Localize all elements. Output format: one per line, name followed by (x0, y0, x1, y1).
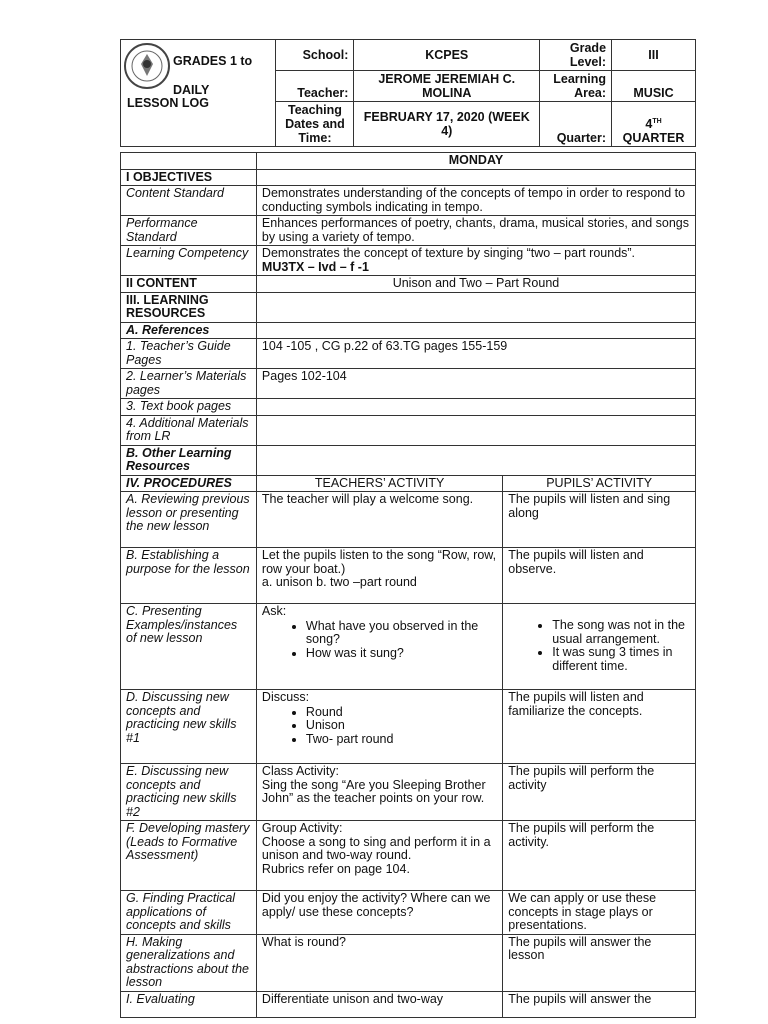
procedure-d-teacher-list (262, 706, 497, 747)
resources-title: III. LEARNING RESOURCES (121, 292, 257, 322)
procedure-f-teacher (256, 821, 502, 891)
procedure-a-teacher: The teacher will play a welcome song. (256, 492, 502, 548)
quarter-suffix: TH (652, 117, 662, 125)
procedure-f-label: F. Developing mastery (Leads to Formative Assessment) (121, 821, 257, 891)
procedure-f-teacher-rubrics: Rubrics refer on page 104. (261, 861, 410, 876)
doc-title-line2: DAILY (173, 83, 210, 97)
blank-cell (256, 322, 695, 339)
procedure-e-teacher-text: Sing the song “Are you Sleeping Brother John” as the teacher points on your row. (261, 777, 486, 805)
performance-standard-label: Performance Standard (121, 216, 257, 246)
procedure-f-pupils: The pupils will perform the activity. (503, 821, 696, 891)
procedure-c-label: C. Presenting Examples/instances of new lesson (121, 604, 257, 690)
additional-materials-label: 4. Additional Materials from LR (121, 415, 257, 445)
blank-cell (256, 169, 695, 186)
procedure-i-pupils: The pupils will answer the (503, 991, 696, 1017)
procedure-d-teacher (256, 690, 502, 764)
grade-level-value: III (612, 40, 696, 71)
dates-value: FEBRUARY 17, 2020 (WEEK 4) (354, 102, 540, 147)
blank-cell (256, 399, 695, 416)
competency-code: MU3TX – Ivd – f -1 (261, 259, 369, 274)
teacher-label: Teacher: (276, 71, 354, 102)
quarter-word: QUARTER (622, 131, 685, 145)
procedure-f-teacher-text: Choose a song to sing and perform it in a unison and two-way round. (261, 834, 491, 862)
teachers-guide-value: 104 -105 , CG p.22 of 63.TG pages 155-159 (256, 339, 695, 369)
procedures-title: IV. PROCEDURES (121, 475, 257, 492)
procedure-d-teacher-intro: Discuss: (261, 690, 310, 704)
pupils-activity-header: PUPILS’ ACTIVITY (503, 475, 696, 492)
learners-materials-value: Pages 102-104 (256, 369, 695, 399)
procedure-a-pupils: The pupils will listen and sing along (503, 492, 696, 548)
procedure-h-pupils: The pupils will answer the lesson (503, 934, 696, 991)
list-item: • Round (306, 706, 497, 720)
procedure-h-teacher: What is round? (256, 934, 502, 991)
content-standard-value: Demonstrates understanding of the concepts of tempo in order to respond to conducting symbols indicating in tempo. (256, 186, 695, 216)
competency-text: Demonstrates the concept of texture by singing “two – part rounds”. (261, 246, 636, 260)
content-standard-label: Content Standard (121, 186, 257, 216)
performance-standard-value: Enhances performances of poetry, chants, drama, musical stories, and songs by using a variety of tempo. (256, 216, 695, 246)
list-item: • Two- part round (306, 733, 497, 747)
list-item: • What have you observed in the song? (306, 620, 497, 647)
procedure-d-pupils: The pupils will listen and familiarize the concepts. (503, 690, 696, 764)
procedure-c-teacher-list (262, 620, 497, 661)
procedure-g-teacher: Did you enjoy the activity? Where can we apply/ use these concepts? (256, 891, 502, 935)
procedure-e-teacher-title: Class Activity: (261, 764, 340, 778)
blank-cell (256, 415, 695, 445)
content-value: Unison and Two – Part Round (256, 276, 695, 293)
procedure-e-pupils: The pupils will perform the activity (503, 764, 696, 821)
competency-label: Learning Competency (121, 246, 257, 276)
header-table (120, 39, 696, 147)
list-item: • It was sung 3 times in different time. (552, 646, 690, 673)
day-header: MONDAY (256, 153, 695, 170)
learning-area-value: MUSIC (612, 71, 696, 102)
dates-label: Teaching Dates and Time: (276, 102, 354, 147)
learning-area-label: Learning Area: (540, 71, 612, 102)
doc-title-cell (121, 40, 276, 147)
doc-title-line3: LESSON LOG (127, 96, 209, 110)
references-label: A. References (121, 322, 257, 339)
quarter-number: 4 (645, 117, 653, 131)
blank-cell (121, 153, 257, 170)
doc-title-line1: GRADES 1 to (173, 54, 253, 68)
procedure-b-teacher-text: Let the pupils listen to the song “Row, row, row your boat.) (261, 548, 497, 576)
procedure-c-pupils (503, 604, 696, 690)
content-title: II CONTENT (121, 276, 257, 293)
procedure-g-label: G. Finding Practical applications of concepts and skills (121, 891, 257, 935)
other-resources-label: B. Other Learning Resources (121, 445, 257, 475)
list-item: • The song was not in the usual arrangement. (552, 619, 690, 646)
procedure-c-teacher (256, 604, 502, 690)
teacher-value: JEROME JEREMIAH C. MOLINA (354, 71, 540, 102)
procedure-i-teacher: Differentiate unison and two-way (256, 991, 502, 1017)
blank-cell (256, 292, 695, 322)
procedure-b-teacher (256, 548, 502, 604)
procedure-b-pupils: The pupils will listen and observe. (503, 548, 696, 604)
quarter-value (612, 102, 696, 147)
objectives-title: I OBJECTIVES (121, 169, 257, 186)
list-item: • How was it sung? (306, 647, 497, 661)
school-label: School: (276, 40, 354, 71)
lesson-log-table (120, 152, 696, 1018)
procedure-c-pupils-list (508, 619, 690, 673)
procedure-i-label: I. Evaluating (121, 991, 257, 1017)
procedure-g-pupils: We can apply or use these concepts in stage plays or presentations. (503, 891, 696, 935)
blank-cell (256, 445, 695, 475)
procedure-h-label: H. Making generalizations and abstractions about the lesson (121, 934, 257, 991)
procedure-b-teacher-options: a. unison b. two –part round (261, 575, 417, 589)
procedure-d-label: D. Discussing new concepts and practicing new skills #1 (121, 690, 257, 764)
textbook-label: 3. Text book pages (121, 399, 257, 416)
procedure-c-teacher-intro: Ask: (261, 604, 287, 618)
teachers-guide-label: 1. Teacher’s Guide Pages (121, 339, 257, 369)
procedure-e-teacher (256, 764, 502, 821)
school-value: KCPES (354, 40, 540, 71)
teachers-activity-header: TEACHERS’ ACTIVITY (256, 475, 502, 492)
procedure-b-label: B. Establishing a purpose for the lesson (121, 548, 257, 604)
list-item: • Unison (306, 719, 497, 733)
procedure-a-label: A. Reviewing previous lesson or presenting the new lesson (121, 492, 257, 548)
grade-level-label: Grade Level: (540, 40, 612, 71)
quarter-label: Quarter: (540, 102, 612, 147)
deped-seal-icon (123, 42, 171, 90)
procedure-f-teacher-title: Group Activity: (261, 821, 343, 835)
procedure-e-label: E. Discussing new concepts and practicing new skills #2 (121, 764, 257, 821)
competency-value (256, 246, 695, 276)
learners-materials-label: 2. Learner’s Materials pages (121, 369, 257, 399)
